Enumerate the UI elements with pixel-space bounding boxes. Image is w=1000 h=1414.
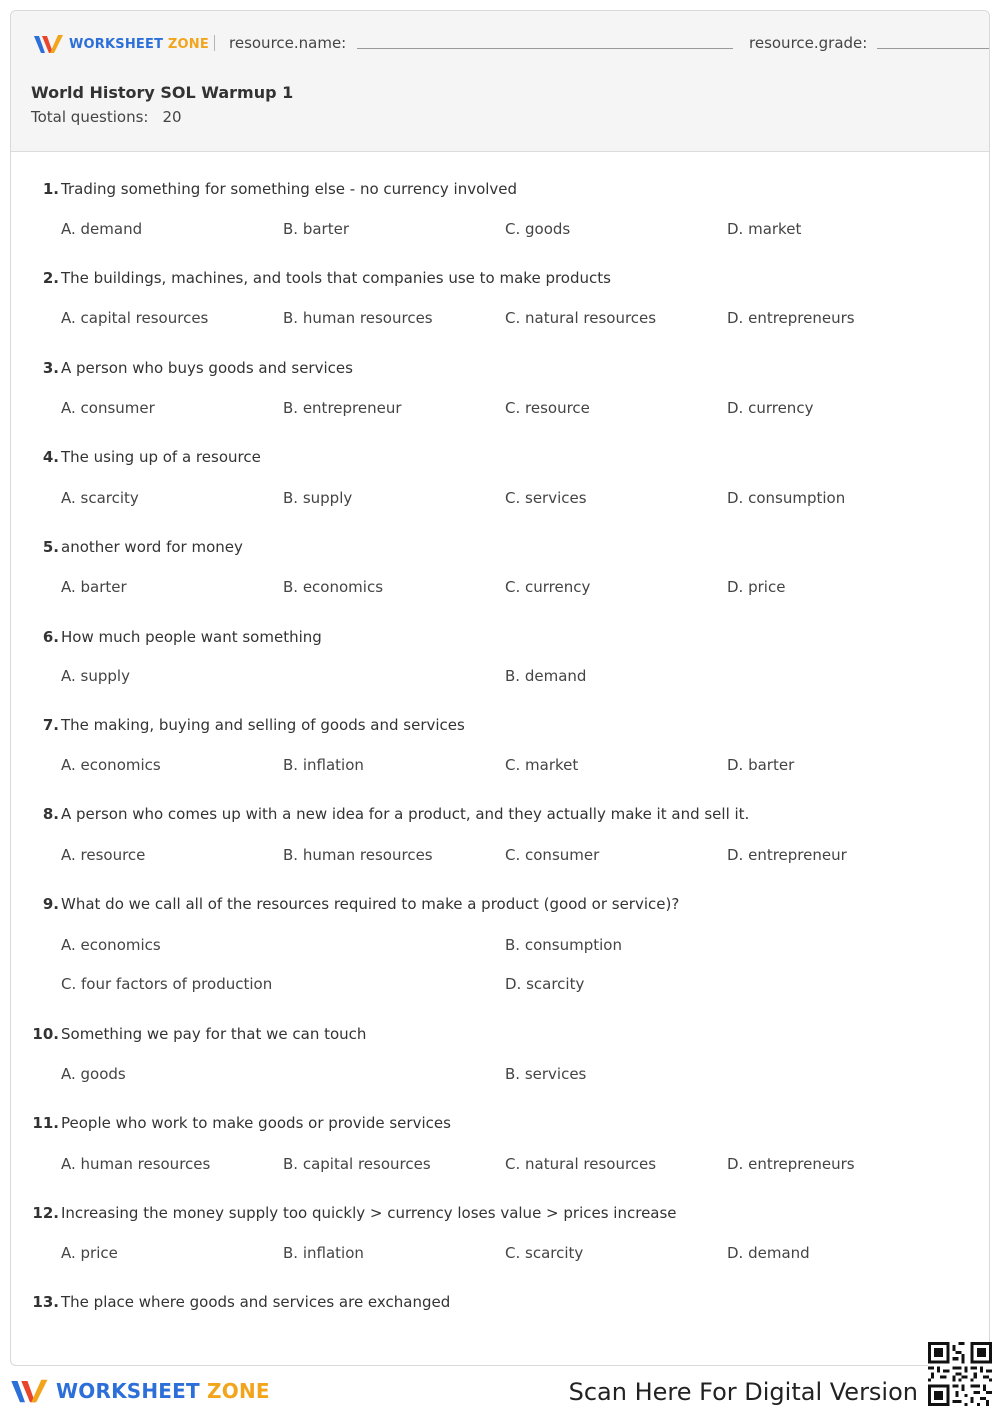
question-text: Trading something for something else - no currency involved (61, 180, 518, 198)
question-number: 7. (42, 716, 59, 734)
answer-option[interactable]: C. scarcity (505, 1244, 584, 1262)
footer-brand-logo (10, 1376, 270, 1406)
answer-option[interactable]: A. barter (61, 578, 127, 596)
worksheetzone-logo-icon (33, 33, 65, 55)
answer-option[interactable]: D. demand (727, 1244, 810, 1262)
answer-option[interactable]: C. market (505, 756, 579, 774)
answer-option[interactable]: B. entrepreneur (283, 399, 402, 417)
answer-option[interactable]: D. entrepreneur (727, 846, 847, 864)
answer-option[interactable]: B. demand (505, 667, 587, 685)
question-text: People who work to make goods or provide services (61, 1114, 451, 1132)
question-text: another word for money (61, 538, 243, 556)
question-text: The using up of a resource (61, 448, 261, 466)
answer-option[interactable]: C. currency (505, 578, 591, 596)
answer-option[interactable]: B. human resources (283, 309, 433, 327)
answer-option[interactable]: C. services (505, 489, 587, 507)
total-value: 20 (162, 108, 182, 126)
question-number: 3. (42, 359, 59, 377)
question-number: 11. (32, 1114, 59, 1132)
answer-option[interactable]: D. entrepreneurs (727, 1155, 855, 1173)
question-text: Something we pay for that we can touch (61, 1025, 367, 1043)
answer-option[interactable]: C. four factors of production (61, 975, 273, 993)
answer-option[interactable]: C. resource (505, 399, 590, 417)
qr-code-icon[interactable] (928, 1342, 992, 1406)
scan-instruction: Scan Here For Digital Version (568, 1378, 918, 1406)
answer-option[interactable]: D. entrepreneurs (727, 309, 855, 327)
question-number: 8. (42, 805, 59, 823)
question-text: What do we call all of the resources required to make a product (good or service)? (61, 895, 680, 913)
answer-option[interactable]: A. demand (61, 220, 143, 238)
name-field-line[interactable] (357, 48, 733, 49)
answer-option[interactable]: B. consumption (505, 936, 622, 954)
question-number: 10. (32, 1025, 59, 1043)
answer-option[interactable]: A. scarcity (61, 489, 139, 507)
brand-logo (33, 33, 209, 55)
answer-option[interactable]: A. goods (61, 1065, 126, 1083)
question-number: 4. (42, 448, 59, 466)
answer-option[interactable]: A. economics (61, 936, 161, 954)
answer-option[interactable]: A. human resources (61, 1155, 211, 1173)
answer-option[interactable]: A. price (61, 1244, 118, 1262)
answer-option[interactable]: C. consumer (505, 846, 600, 864)
question-text: The buildings, machines, and tools that companies use to make products (61, 269, 611, 287)
answer-option[interactable]: B. inflation (283, 756, 364, 774)
answer-option[interactable]: C. goods (505, 220, 571, 238)
grade-label: resource.grade: (749, 34, 868, 52)
answer-option[interactable]: A. capital resources (61, 309, 209, 327)
answer-option[interactable]: D. currency (727, 399, 814, 417)
question-text: A person who comes up with a new idea for a product, and they actually make it and sell it. (61, 805, 750, 823)
answer-option[interactable]: B. human resources (283, 846, 433, 864)
answer-option[interactable]: B. capital resources (283, 1155, 431, 1173)
answer-option[interactable]: B. barter (283, 220, 349, 238)
question-number: 5. (42, 538, 59, 556)
question-text: How much people want something (61, 628, 322, 646)
header-divider (214, 35, 215, 51)
answer-option[interactable]: C. natural resources (505, 309, 657, 327)
question-number: 1. (42, 180, 59, 198)
worksheetzone-logo-icon (10, 1376, 50, 1406)
answer-option[interactable]: D. scarcity (505, 975, 585, 993)
question-number: 6. (42, 628, 59, 646)
question-number: 9. (42, 895, 59, 913)
brand-name: WORKSHEET ZONE (69, 36, 209, 52)
answer-option[interactable]: C. natural resources (505, 1155, 657, 1173)
answer-option[interactable]: A. supply (61, 667, 130, 685)
grade-field-line[interactable] (877, 48, 989, 49)
question-text: Increasing the money supply too quickly > currency loses value > prices increase (61, 1204, 677, 1222)
answer-option[interactable]: B. services (505, 1065, 587, 1083)
question-text: The place where goods and services are exchanged (61, 1293, 451, 1311)
answer-option[interactable]: A. economics (61, 756, 161, 774)
answer-option[interactable]: A. resource (61, 846, 146, 864)
question-number: 2. (42, 269, 59, 287)
question-text: A person who buys goods and services (61, 359, 353, 377)
answer-option[interactable]: B. economics (283, 578, 384, 596)
question-number: 13. (32, 1293, 59, 1311)
question-text: The making, buying and selling of goods and services (61, 716, 465, 734)
worksheet-page (10, 10, 990, 1366)
worksheet-title: World History SOL Warmup 1 (31, 83, 294, 102)
answer-option[interactable]: D. consumption (727, 489, 846, 507)
answer-option[interactable]: D. price (727, 578, 786, 596)
answer-option[interactable]: B. inflation (283, 1244, 364, 1262)
answer-option[interactable]: D. barter (727, 756, 795, 774)
answer-option[interactable]: B. supply (283, 489, 353, 507)
worksheet-header (11, 11, 989, 152)
total-label: Total questions: (31, 108, 149, 126)
total-questions (31, 108, 182, 126)
answer-option[interactable]: A. consumer (61, 399, 155, 417)
name-label: resource.name: (229, 34, 347, 52)
answer-option[interactable]: D. market (727, 220, 802, 238)
question-number: 12. (32, 1204, 59, 1222)
footer-brand-name: WORKSHEET ZONE (56, 1379, 270, 1403)
